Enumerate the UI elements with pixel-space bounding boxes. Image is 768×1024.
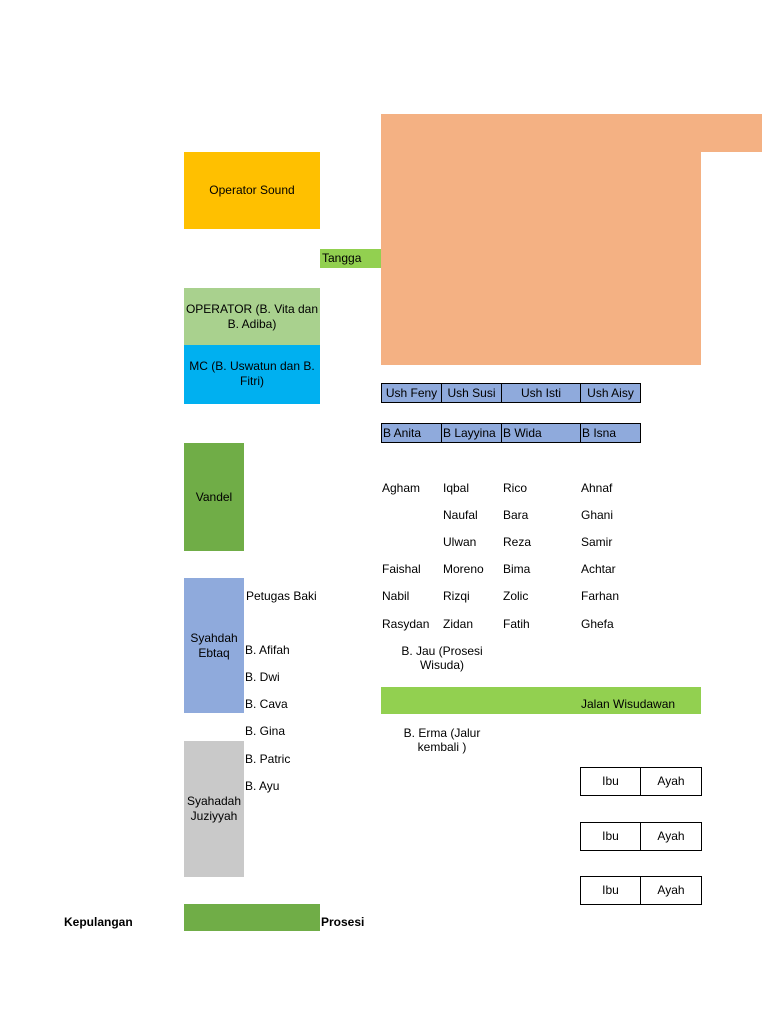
- ustadzah-cell: [580, 383, 641, 403]
- ayah-box: [640, 822, 702, 851]
- prosesi-label: Prosesi: [321, 915, 365, 929]
- ibu-label: Ibu: [602, 774, 619, 788]
- erma-label-box: [396, 726, 488, 754]
- jau-label: B. Jau (Prosesi Wisuda): [401, 644, 483, 672]
- prosesi-bar: [184, 904, 320, 931]
- student-name: Ulwan: [443, 535, 477, 549]
- student-name: Rico: [503, 481, 528, 495]
- pendamping-cell: [501, 423, 581, 443]
- petugas-item: B. Afifah: [245, 643, 290, 657]
- pendamping-cell: [381, 423, 442, 443]
- pendamping-cell: [580, 423, 641, 443]
- pendamping-name: B Wida: [503, 426, 542, 440]
- ayah-box: [640, 876, 702, 905]
- ustadzah-name: Ush Isti: [520, 386, 561, 400]
- student-name: Faishal: [382, 562, 421, 576]
- student-name: Rizqi: [443, 589, 470, 603]
- syahadah-juziyyah-box: [184, 741, 244, 877]
- student-name: Iqbal: [443, 481, 470, 495]
- operator-sound-label: Operator Sound: [209, 183, 295, 197]
- ibu-label: Ibu: [602, 829, 619, 843]
- student-name: Moreno: [443, 562, 484, 576]
- petugas-item: B. Patric: [245, 752, 291, 766]
- student-name: Achtar: [581, 562, 616, 576]
- operator-box: [184, 288, 320, 345]
- tangga-label: Tangga: [322, 251, 362, 265]
- ayah-box: [640, 767, 702, 796]
- jalan-wisudawan-label: Jalan Wisudawan: [581, 697, 676, 711]
- student-name: Nabil: [382, 589, 410, 603]
- student-name: Zidan: [443, 617, 474, 631]
- student-name: Ghefa: [581, 617, 614, 631]
- kepulangan-label: Kepulangan: [64, 915, 133, 929]
- jau-label-box: [396, 644, 488, 672]
- ayah-label: Ayah: [657, 774, 685, 788]
- petugas-item: B. Cava: [245, 697, 288, 711]
- ustadzah-cell: [501, 383, 581, 403]
- ustadzah-name: Ush Aisy: [587, 386, 634, 400]
- ibu-box: [580, 822, 641, 851]
- operator-label: OPERATOR (B. Vita dan B. Adiba): [185, 301, 319, 331]
- ustadzah-cell: [381, 383, 442, 403]
- syahdah-ebtaq-label: Syahdah Ebtaq: [190, 630, 238, 660]
- operator-sound-box: [184, 152, 320, 229]
- ayah-label: Ayah: [657, 829, 685, 843]
- ustadzah-name: Ush Feny: [385, 386, 438, 400]
- student-name: Rasydan: [382, 617, 430, 631]
- mc-box: [184, 345, 320, 404]
- ustadzah-cell: [441, 383, 502, 403]
- erma-label: B. Erma (Jalur kembali ): [403, 726, 481, 754]
- syahadah-juziyyah-label: Syahadah Juziyyah: [186, 794, 242, 823]
- petugas-item: B. Ayu: [245, 779, 280, 793]
- mc-label: MC (B. Uswatun dan B. Fitri): [189, 359, 315, 388]
- ibu-label: Ibu: [602, 883, 619, 897]
- student-name: Bima: [503, 562, 531, 576]
- ustadzah-name: Ush Susi: [447, 386, 496, 400]
- student-name: Zolic: [503, 589, 529, 603]
- tangga-box: [320, 249, 381, 268]
- student-name: Fatih: [503, 617, 530, 631]
- stage-area-extension: [701, 114, 762, 152]
- pendamping-name: B Anita: [383, 426, 422, 440]
- student-name: Samir: [581, 535, 613, 549]
- vandel-label: Vandel: [195, 489, 233, 504]
- student-name: Agham: [382, 481, 421, 495]
- student-name: Naufal: [443, 508, 478, 522]
- petugas-item: B. Gina: [245, 724, 286, 738]
- petugas-item: B. Dwi: [245, 670, 280, 684]
- student-name: Bara: [503, 508, 529, 522]
- jalan-wisudawan-bar: [381, 687, 701, 714]
- student-name: Reza: [503, 535, 532, 549]
- vandel-box: [184, 443, 244, 551]
- student-name: Ghani: [581, 508, 614, 522]
- pendamping-name: B Layyina: [443, 426, 496, 440]
- petugas-baki-label: Petugas Baki: [246, 589, 317, 603]
- student-name: Farhan: [581, 589, 620, 603]
- ayah-label: Ayah: [657, 883, 685, 897]
- pendamping-name: B Isna: [582, 426, 617, 440]
- ibu-box: [580, 876, 641, 905]
- syahdah-ebtaq-box: [184, 578, 244, 713]
- ibu-box: [580, 767, 641, 796]
- student-name: Ahnaf: [581, 481, 613, 495]
- pendamping-cell: [441, 423, 502, 443]
- stage-area: [381, 114, 701, 365]
